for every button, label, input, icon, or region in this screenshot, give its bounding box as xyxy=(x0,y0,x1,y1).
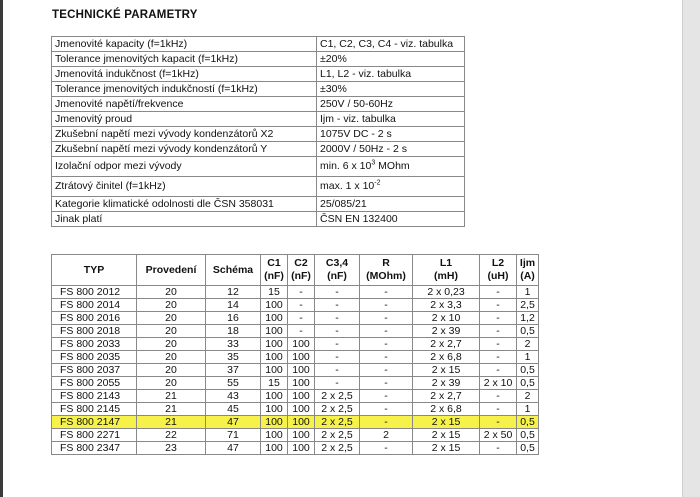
cell-c1: 100 xyxy=(261,442,288,455)
cell-c2: - xyxy=(288,286,315,299)
cell-c1: 100 xyxy=(261,364,288,377)
header-provedeni: Provedení xyxy=(137,255,206,286)
cell-c2: - xyxy=(288,299,315,312)
cell-ijm: 0,5 xyxy=(517,442,539,455)
param-value: 25/085/21 xyxy=(317,197,465,212)
cell-sch: 43 xyxy=(206,390,261,403)
cell-pro: 20 xyxy=(137,312,206,325)
param-row xyxy=(52,112,465,127)
cell-ijm: 1,2 xyxy=(517,312,539,325)
cell-c2: 100 xyxy=(288,364,315,377)
cell-sch: 33 xyxy=(206,338,261,351)
param-name: Tolerance jmenovitých indukčností (f=1kHz) xyxy=(52,82,317,97)
cell-pro: 20 xyxy=(137,351,206,364)
cell-pro: 21 xyxy=(137,403,206,416)
cell-c34: 2 x 2,5 xyxy=(315,403,360,416)
cell-sch: 45 xyxy=(206,403,261,416)
cell-l1: 2 x 3,3 xyxy=(413,299,480,312)
page-edge-right xyxy=(682,0,700,497)
cell-ijm: 1 xyxy=(517,403,539,416)
cell-r: - xyxy=(360,416,413,429)
cell-l1: 2 x 10 xyxy=(413,312,480,325)
table-row xyxy=(52,299,539,312)
cell-ijm: 2 xyxy=(517,390,539,403)
cell-c34: - xyxy=(315,299,360,312)
table-row xyxy=(52,390,539,403)
param-name: Zkušební napětí mezi vývody kondenzátorů Y xyxy=(52,142,317,157)
cell-r: - xyxy=(360,312,413,325)
cell-pro: 21 xyxy=(137,416,206,429)
page-edge-left xyxy=(0,0,3,497)
header-typ: TYP xyxy=(52,255,137,286)
header-ijm: Ijm (A) xyxy=(517,255,539,286)
param-row xyxy=(52,52,465,67)
cell-c34: - xyxy=(315,364,360,377)
param-name: Jmenovitý proud xyxy=(52,112,317,127)
cell-l2: 2 x 10 xyxy=(480,377,517,390)
param-name: Zkušební napětí mezi vývody kondenzátorů X2 xyxy=(52,127,317,142)
section-heading: TECHNICKÉ PARAMETRY xyxy=(52,9,198,21)
header-l2: L2 (uH) xyxy=(480,255,517,286)
header-l1: L1 (mH) xyxy=(413,255,480,286)
table-row xyxy=(52,442,539,455)
cell-c2: 100 xyxy=(288,403,315,416)
param-row xyxy=(52,37,465,52)
cell-c34: - xyxy=(315,286,360,299)
cell-c1: 100 xyxy=(261,325,288,338)
cell-typ: FS 800 2016 xyxy=(52,312,137,325)
cell-r: - xyxy=(360,403,413,416)
cell-sch: 37 xyxy=(206,364,261,377)
cell-pro: 23 xyxy=(137,442,206,455)
header-r: R (MOhm) xyxy=(360,255,413,286)
cell-typ: FS 800 2012 xyxy=(52,286,137,299)
table-row xyxy=(52,429,539,442)
cell-r: - xyxy=(360,390,413,403)
cell-typ: FS 800 2033 xyxy=(52,338,137,351)
table-row xyxy=(52,364,539,377)
cell-pro: 20 xyxy=(137,325,206,338)
table-row-highlighted xyxy=(52,416,539,429)
cell-c34: 2 x 2,5 xyxy=(315,390,360,403)
cell-pro: 20 xyxy=(137,377,206,390)
cell-typ: FS 800 2347 xyxy=(52,442,137,455)
cell-ijm: 0,5 xyxy=(517,416,539,429)
cell-l2: - xyxy=(480,338,517,351)
cell-ijm: 0,5 xyxy=(517,325,539,338)
param-row xyxy=(52,177,465,197)
header-c34: C3,4 (nF) xyxy=(315,255,360,286)
cell-c1: 15 xyxy=(261,377,288,390)
cell-sch: 47 xyxy=(206,442,261,455)
cell-l2: - xyxy=(480,364,517,377)
cell-pro: 20 xyxy=(137,299,206,312)
cell-r: - xyxy=(360,377,413,390)
cell-typ: FS 800 2014 xyxy=(52,299,137,312)
cell-r: - xyxy=(360,338,413,351)
cell-c1: 100 xyxy=(261,338,288,351)
cell-c34: - xyxy=(315,312,360,325)
cell-ijm: 0,5 xyxy=(517,364,539,377)
param-value: 2000V / 50Hz - 2 s xyxy=(317,142,465,157)
cell-r: - xyxy=(360,364,413,377)
cell-r: - xyxy=(360,442,413,455)
cell-r: 2 xyxy=(360,429,413,442)
cell-typ: FS 800 2035 xyxy=(52,351,137,364)
table-row xyxy=(52,286,539,299)
cell-ijm: 2,5 xyxy=(517,299,539,312)
param-value: max. 1 x $10^{-2}$ xyxy=(317,177,465,197)
table-row xyxy=(52,351,539,364)
header-c2: C2 (nF) xyxy=(288,255,315,286)
cell-c2: - xyxy=(288,312,315,325)
table-row xyxy=(52,325,539,338)
cell-l1: 2 x 39 xyxy=(413,377,480,390)
cell-l2: 2 x 50 xyxy=(480,429,517,442)
cell-pro: 20 xyxy=(137,364,206,377)
param-row xyxy=(52,157,465,177)
cell-c34: - xyxy=(315,351,360,364)
types-table xyxy=(51,254,539,455)
param-value: min. 6 x $10^3$ MOhm xyxy=(317,157,465,177)
param-name: Jmenovité napětí/frekvence xyxy=(52,97,317,112)
cell-l2: - xyxy=(480,312,517,325)
cell-ijm: 0,5 xyxy=(517,377,539,390)
param-name: Jmenovitá indukčnost (f=1kHz) xyxy=(52,67,317,82)
cell-typ: FS 800 2271 xyxy=(52,429,137,442)
cell-typ: FS 800 2143 xyxy=(52,390,137,403)
cell-c2: 100 xyxy=(288,338,315,351)
cell-c2: 100 xyxy=(288,442,315,455)
cell-c2: 100 xyxy=(288,416,315,429)
cell-l1: 2 x 2,7 xyxy=(413,390,480,403)
cell-ijm: 1 xyxy=(517,286,539,299)
cell-c2: - xyxy=(288,325,315,338)
param-value: 250V / 50-60Hz xyxy=(317,97,465,112)
cell-c1: 100 xyxy=(261,312,288,325)
cell-l2: - xyxy=(480,390,517,403)
param-row xyxy=(52,212,465,227)
cell-l2: - xyxy=(480,299,517,312)
cell-c2: 100 xyxy=(288,390,315,403)
param-value: Ijm - viz. tabulka xyxy=(317,112,465,127)
cell-c2: 100 xyxy=(288,429,315,442)
cell-sch: 47 xyxy=(206,416,261,429)
cell-c34: 2 x 2,5 xyxy=(315,416,360,429)
cell-l2: - xyxy=(480,351,517,364)
cell-sch: 35 xyxy=(206,351,261,364)
table-row xyxy=(52,377,539,390)
param-value: 1075V DC - 2 s xyxy=(317,127,465,142)
cell-sch: 18 xyxy=(206,325,261,338)
table-row xyxy=(52,312,539,325)
param-value: L1, L2 - viz. tabulka xyxy=(317,67,465,82)
header-c1: C1 (nF) xyxy=(261,255,288,286)
cell-l1: 2 x 15 xyxy=(413,416,480,429)
cell-ijm: 1 xyxy=(517,351,539,364)
cell-sch: 12 xyxy=(206,286,261,299)
cell-typ: FS 800 2037 xyxy=(52,364,137,377)
cell-sch: 16 xyxy=(206,312,261,325)
cell-typ: FS 800 2018 xyxy=(52,325,137,338)
cell-c2: 100 xyxy=(288,351,315,364)
cell-l1: 2 x 15 xyxy=(413,429,480,442)
param-value: ±30% xyxy=(317,82,465,97)
table-row xyxy=(52,338,539,351)
param-value: C1, C2, C3, C4 - viz. tabulka xyxy=(317,37,465,52)
cell-c34: 2 x 2,5 xyxy=(315,429,360,442)
param-name: Ztrátový činitel (f=1kHz) xyxy=(52,177,317,197)
param-value: ČSN EN 132400 xyxy=(317,212,465,227)
cell-c1: 100 xyxy=(261,390,288,403)
cell-pro: 20 xyxy=(137,286,206,299)
cell-pro: 20 xyxy=(137,338,206,351)
cell-r: - xyxy=(360,325,413,338)
param-value: ±20% xyxy=(317,52,465,67)
param-name: Izolační odpor mezi vývody xyxy=(52,157,317,177)
param-row xyxy=(52,142,465,157)
cell-c2: 100 xyxy=(288,377,315,390)
cell-c1: 100 xyxy=(261,403,288,416)
cell-l1: 2 x 15 xyxy=(413,364,480,377)
param-name: Tolerance jmenovitých kapacit (f=1kHz) xyxy=(52,52,317,67)
param-name: Kategorie klimatické odolnosti dle ČSN 358031 xyxy=(52,197,317,212)
cell-sch: 55 xyxy=(206,377,261,390)
types-table-header xyxy=(52,255,539,286)
cell-l1: 2 x 2,7 xyxy=(413,338,480,351)
cell-pro: 22 xyxy=(137,429,206,442)
cell-typ: FS 800 2055 xyxy=(52,377,137,390)
cell-c1: 100 xyxy=(261,299,288,312)
cell-ijm: 0,5 xyxy=(517,429,539,442)
cell-l1: 2 x 0,23 xyxy=(413,286,480,299)
param-name: Jmenovité kapacity (f=1kHz) xyxy=(52,37,317,52)
cell-l1: 2 x 15 xyxy=(413,442,480,455)
cell-c34: - xyxy=(315,377,360,390)
parameters-table xyxy=(51,36,465,227)
cell-sch: 71 xyxy=(206,429,261,442)
cell-ijm: 2 xyxy=(517,338,539,351)
cell-l1: 2 x 39 xyxy=(413,325,480,338)
cell-r: - xyxy=(360,286,413,299)
cell-c1: 100 xyxy=(261,351,288,364)
cell-c1: 15 xyxy=(261,286,288,299)
cell-l2: - xyxy=(480,442,517,455)
cell-r: - xyxy=(360,351,413,364)
cell-l2: - xyxy=(480,325,517,338)
cell-c34: - xyxy=(315,325,360,338)
cell-c34: 2 x 2,5 xyxy=(315,442,360,455)
cell-typ: FS 800 2145 xyxy=(52,403,137,416)
cell-typ: FS 800 2147 xyxy=(52,416,137,429)
param-row xyxy=(52,197,465,212)
header-schema: Schéma xyxy=(206,255,261,286)
cell-pro: 21 xyxy=(137,390,206,403)
cell-c34: - xyxy=(315,338,360,351)
param-name: Jinak platí xyxy=(52,212,317,227)
cell-l2: - xyxy=(480,403,517,416)
cell-r: - xyxy=(360,299,413,312)
table-row xyxy=(52,403,539,416)
param-row xyxy=(52,97,465,112)
cell-c1: 100 xyxy=(261,429,288,442)
cell-sch: 14 xyxy=(206,299,261,312)
cell-l1: 2 x 6,8 xyxy=(413,403,480,416)
cell-c1: 100 xyxy=(261,416,288,429)
cell-l2: - xyxy=(480,416,517,429)
param-row xyxy=(52,67,465,82)
param-row xyxy=(52,82,465,97)
cell-l1: 2 x 6,8 xyxy=(413,351,480,364)
param-row xyxy=(52,127,465,142)
cell-l2: - xyxy=(480,286,517,299)
